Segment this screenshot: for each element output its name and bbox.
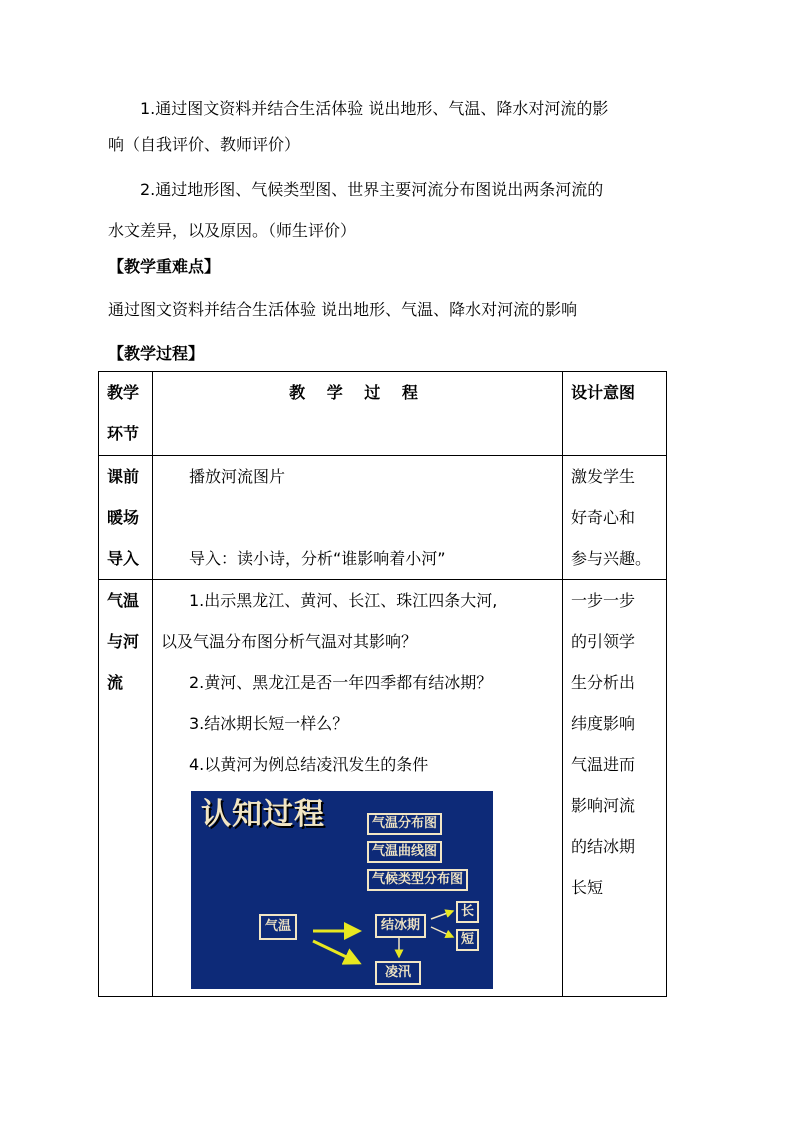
table-header-row (99, 372, 667, 456)
objective-2-line2: 水文差异，以及原因。（师生评价） (108, 221, 357, 240)
stage-line: 暖场 (107, 508, 140, 527)
temperature-box: 气温 (259, 914, 297, 940)
design-line: 长短 (571, 878, 604, 897)
stage-line: 导入 (107, 549, 140, 568)
table-row (99, 580, 667, 997)
design-line: 影响河流 (571, 796, 636, 815)
process-line: 以及气温分布图分析气温对其影响？ (161, 632, 418, 651)
cognitive-process-diagram (191, 791, 493, 989)
row1-design-cell (563, 456, 667, 580)
process-line: 3.结冰期长短一样么？ (189, 714, 349, 733)
source-box-temperature-distribution: 气温分布图 (367, 813, 442, 835)
design-line: 气温进而 (571, 755, 636, 774)
row2-stage-cell (99, 580, 153, 997)
design-line: 纬度影响 (571, 714, 636, 733)
row1-process-cell (153, 456, 563, 580)
process-line: 导入：读小诗，分析“谁影响着小河” (189, 549, 446, 568)
design-line: 的结冰期 (571, 837, 636, 856)
long-box: 长 (456, 901, 479, 923)
design-line: 激发学生 (571, 467, 636, 486)
diagram-title: 认知过程 (201, 797, 325, 832)
header-stage-line: 环节 (107, 424, 140, 443)
objective-2-cont (108, 219, 698, 243)
stage-line: 流 (107, 673, 124, 692)
header-design-cell: 设计意图 (563, 372, 667, 456)
arrow-ice-to-short (431, 927, 453, 937)
objective-1-line1: 1.通过图文资料并结合生活体验 说出地形、气温、降水对河流的影 (140, 99, 609, 118)
design-line: 生分析出 (571, 673, 636, 692)
row2-process-cell (153, 580, 563, 997)
stage-line: 与河 (107, 632, 140, 651)
design-line: 好奇心和 (571, 508, 636, 527)
objective-1-line2: 响（自我评价、教师评价） (108, 135, 301, 154)
row1-stage-cell (99, 456, 153, 580)
process-line: 4.以黄河为例总结凌汛发生的条件 (189, 755, 429, 774)
stage-line: 课前 (107, 467, 140, 486)
stage-line: 气温 (107, 591, 140, 610)
arrow-temp-to-flood (313, 941, 359, 963)
design-line: 一步一步 (571, 591, 636, 610)
process-line: 播放河流图片 (189, 467, 286, 486)
header-process-cell: 教 学 过 程 (153, 372, 563, 456)
short-box: 短 (456, 929, 479, 951)
ice-flood-box: 凌汛 (375, 961, 421, 985)
header-stage-line: 教学 (107, 383, 140, 402)
source-box-climate-distribution: 气候类型分布图 (367, 869, 468, 891)
process-heading: 【教学过程】 (108, 344, 205, 363)
diagram-arrows (191, 791, 493, 989)
design-line: 的引领学 (571, 632, 636, 651)
key-points-text: 通过图文资料并结合生活体验 说出地形、气温、降水对河流的影响 (108, 300, 578, 319)
key-points-heading: 【教学重难点】 (108, 257, 221, 276)
header-stage-cell (99, 372, 153, 456)
arrow-ice-to-long (431, 911, 453, 919)
process-line: 2.黄河、黑龙江是否一年四季都有结冰期？ (189, 673, 493, 692)
table-row (99, 456, 667, 580)
objective-2 (108, 178, 698, 202)
design-line: 参与兴趣。 (571, 549, 652, 568)
process-line: 1.出示黑龙江、黄河、长江、珠江四条大河, (189, 591, 498, 610)
objective-1 (108, 97, 698, 121)
teaching-process-table (98, 371, 667, 997)
objective-2-line1: 2.通过地形图、气候类型图、世界主要河流分布图说出两条河流的 (140, 180, 604, 199)
objective-1-cont (108, 133, 698, 157)
row2-design-cell (563, 580, 667, 997)
blank-line (161, 497, 554, 538)
ice-period-box: 结冰期 (375, 914, 426, 938)
source-box-temperature-curve: 气温曲线图 (367, 841, 442, 863)
